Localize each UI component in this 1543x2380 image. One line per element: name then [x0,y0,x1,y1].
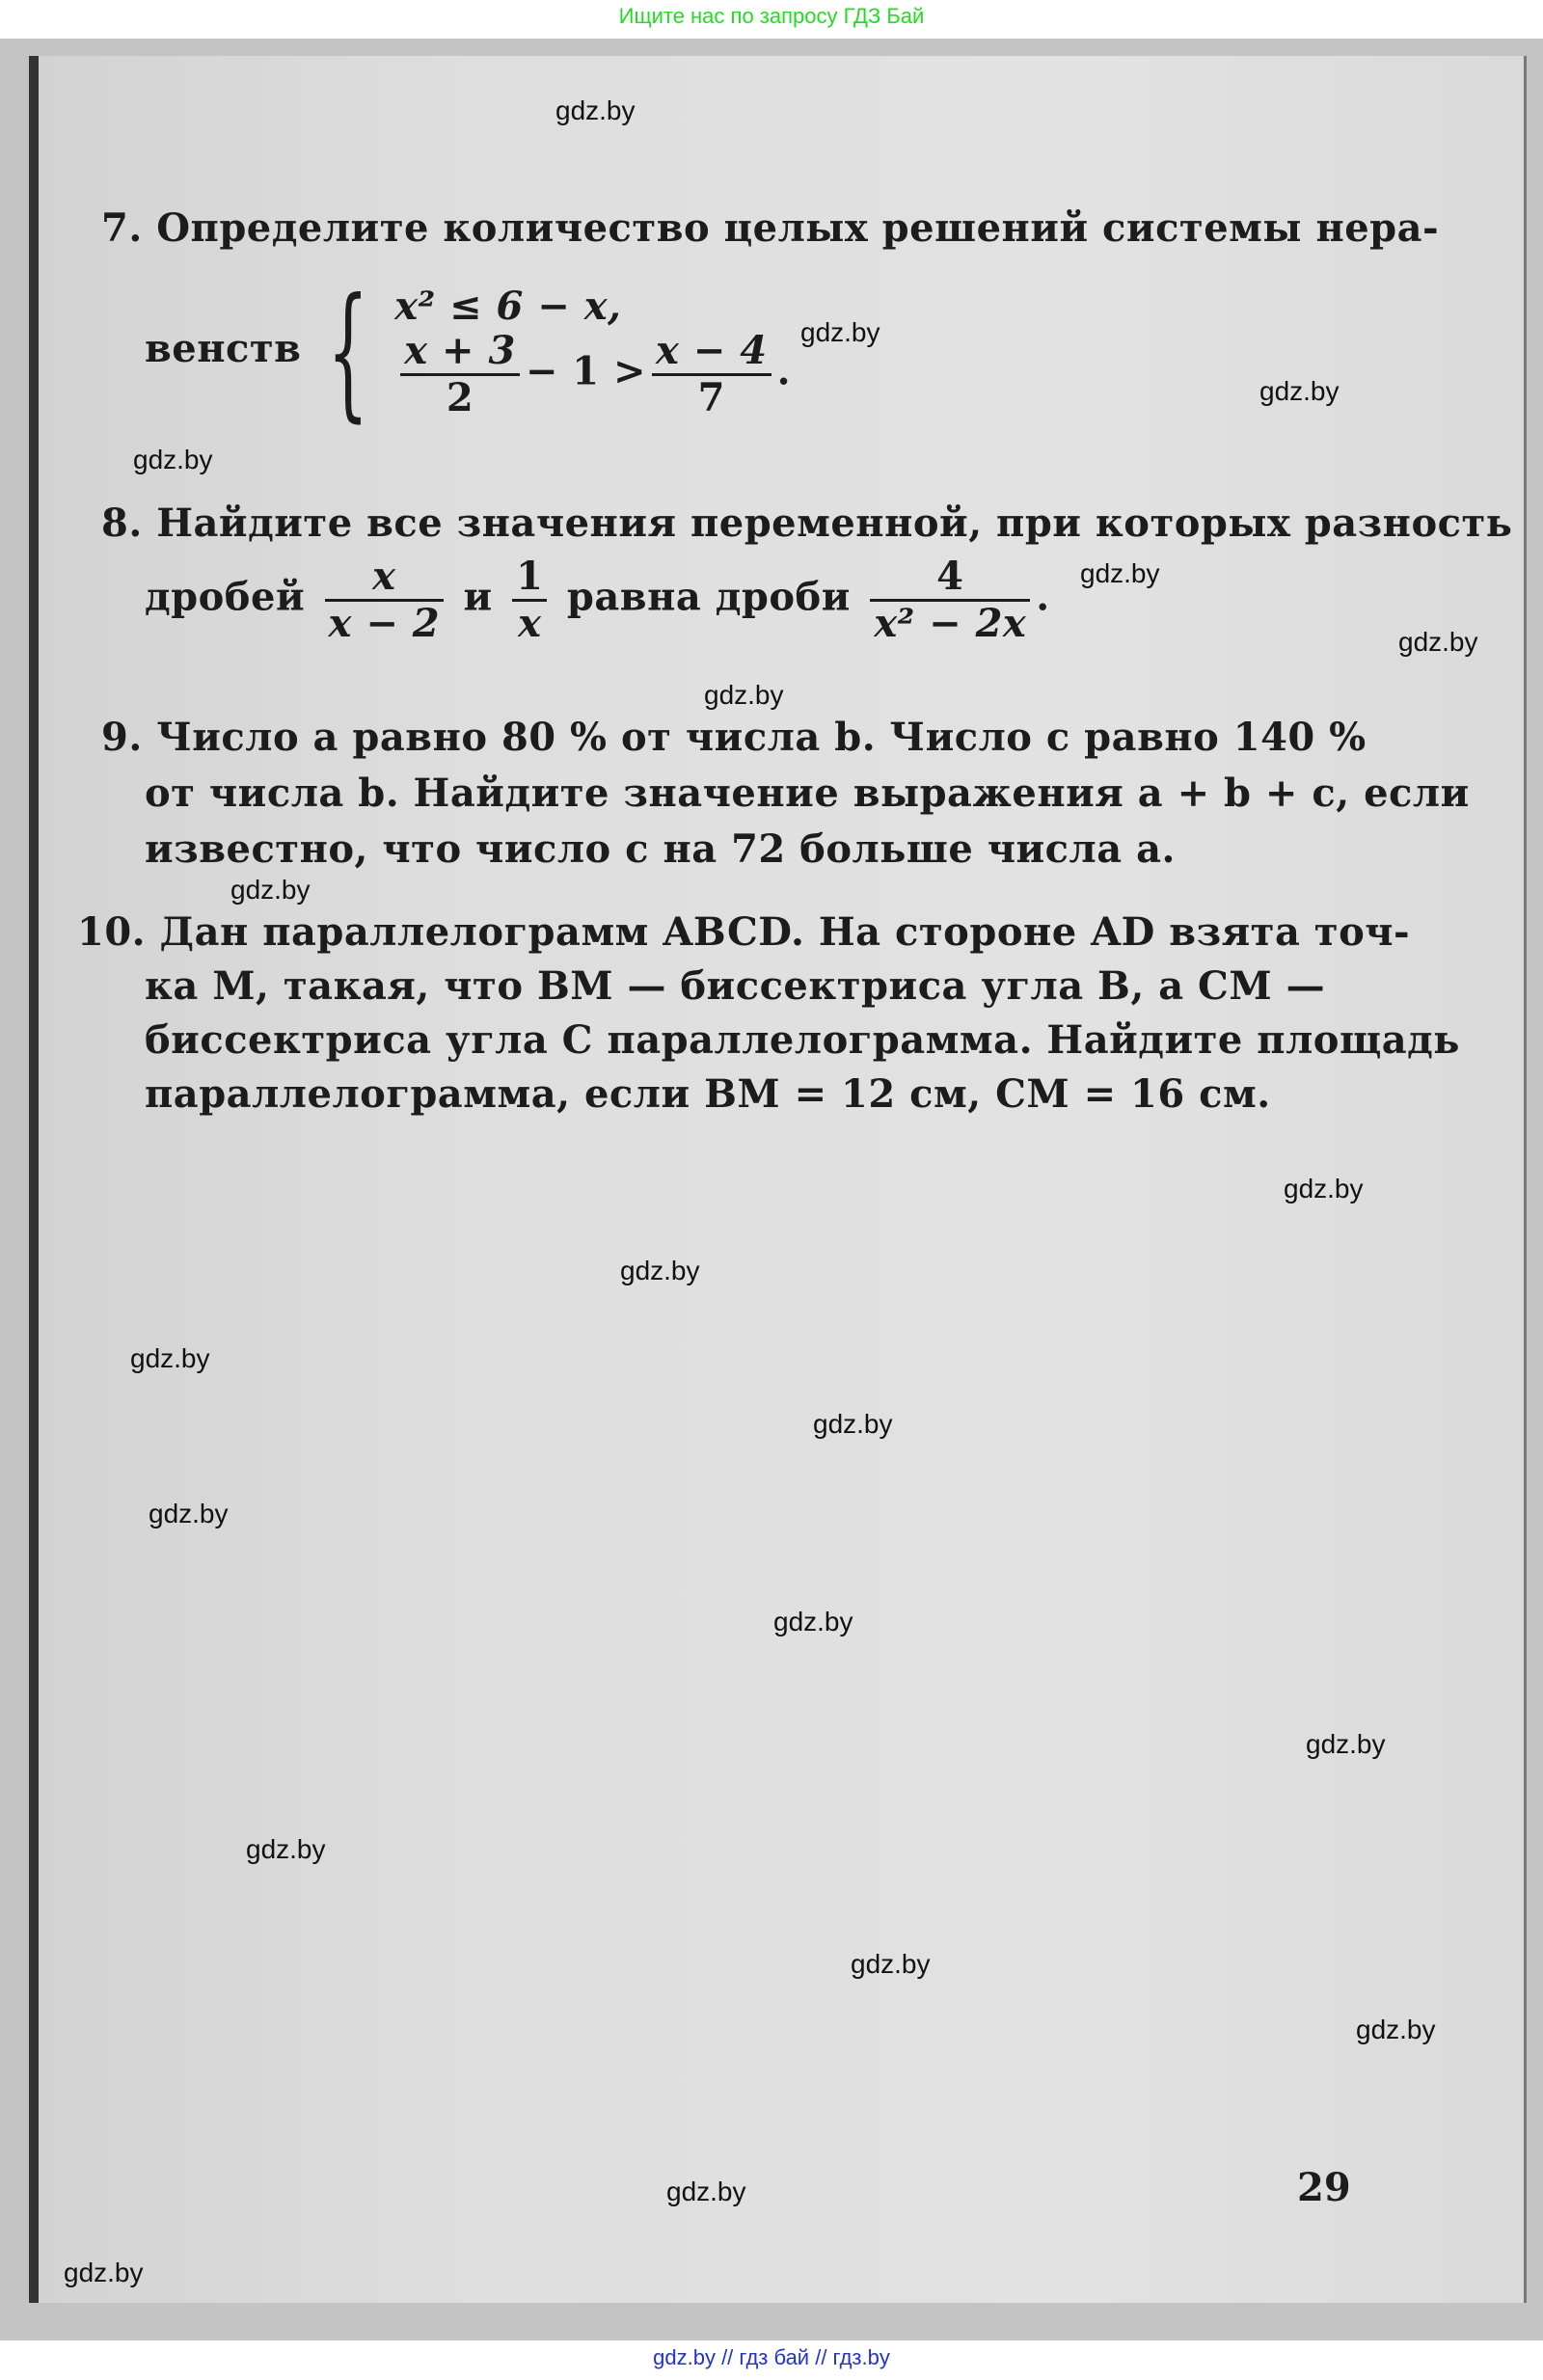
operator: − 1 > [525,348,647,393]
problem-10-line3: биссектриса угла C параллелограмма. Найдите площадь [145,1017,1460,1063]
denominator: 7 [697,374,725,420]
problem-text: Число a равно 80 % от числа b. Число c равно 140 % [156,715,1367,760]
problem-text: дробей [145,574,306,620]
problem-9-line2: от числа b. Найдите значение выражения a + b + c, если [145,771,1470,816]
watermark: gdz.by [1284,1174,1364,1204]
problem-number: 9. [101,715,143,760]
watermark: gdz.by [800,317,880,347]
problem-number: 10. [77,909,147,955]
numerator: 1 [512,554,547,602]
problem-7-system [145,268,792,436]
inequality-system [394,284,791,420]
numerator: x − 4 [656,327,768,373]
watermark: gdz.by [149,1499,229,1528]
watermark: gdz.by [851,1949,931,1979]
watermark: gdz.by [130,1343,210,1373]
problem-9-line1 [101,716,1367,760]
problem-text: Определите количество целых решений системы нера- [156,205,1440,251]
problem-number: 8. [101,500,143,546]
fraction [512,554,547,646]
problem-text: и [463,574,493,620]
inequality-1: x² ≤ 6 − x, [394,283,622,329]
watermark: gdz.by [1398,627,1478,657]
watermark: gdz.by [133,445,213,474]
problem-9-line3: известно, что число c на 72 больше числа a. [145,826,1176,872]
numerator: 4 [870,554,1030,602]
problem-text: венств [145,326,302,371]
watermark: gdz.by [620,1256,700,1285]
page-number: 29 [1297,2165,1351,2210]
watermark: gdz.by [1080,558,1160,588]
watermark: gdz.by [704,680,784,710]
watermark: gdz.by [555,95,636,125]
denominator: x² − 2x [874,601,1027,646]
punct: . [776,348,792,393]
top-banner-link[interactable]: Ищите нас по запросу ГДЗ Бай [618,4,925,28]
watermark: gdz.by [64,2258,144,2287]
numerator: x [372,554,396,599]
watermark: gdz.by [246,1834,326,1864]
watermark: gdz.by [813,1409,893,1439]
inequality-2 [394,329,791,420]
watermark: gdz.by [1259,376,1340,406]
watermark: gdz.by [230,875,311,905]
watermark: gdz.by [666,2177,746,2206]
numerator: x + 3 [404,327,516,373]
problem-text: Найдите все значения переменной, при которых разность [156,500,1513,546]
bottom-banner-link[interactable]: gdz.by // гдз бай // гдз.by [653,2345,890,2369]
denominator: x [518,601,542,646]
denominator: 2 [446,374,474,420]
denominator: x − 2 [328,601,441,646]
system-brace: { [327,268,369,436]
problem-10-line4: параллелограмма, если BM = 12 см, CM = 16 см. [145,1071,1271,1117]
punct: . [1036,574,1050,620]
problem-7-line1 [101,206,1439,251]
fraction [325,554,445,646]
problem-text: Дан параллелограмм ABCD. На стороне AD взята точ- [159,909,1411,955]
problem-8-line1 [101,501,1512,546]
watermark: gdz.by [1306,1729,1386,1759]
fraction [870,554,1030,646]
problem-8-line2 [145,554,1050,646]
watermark: gdz.by [1356,2015,1436,2044]
problem-10-line1 [77,910,1410,955]
watermark: gdz.by [773,1607,853,1636]
problem-number: 7. [101,205,143,251]
problem-text: равна дроби [566,574,851,620]
problem-10-line2: ка M, такая, что BM — биссектриса угла B, а CM — [145,963,1326,1009]
